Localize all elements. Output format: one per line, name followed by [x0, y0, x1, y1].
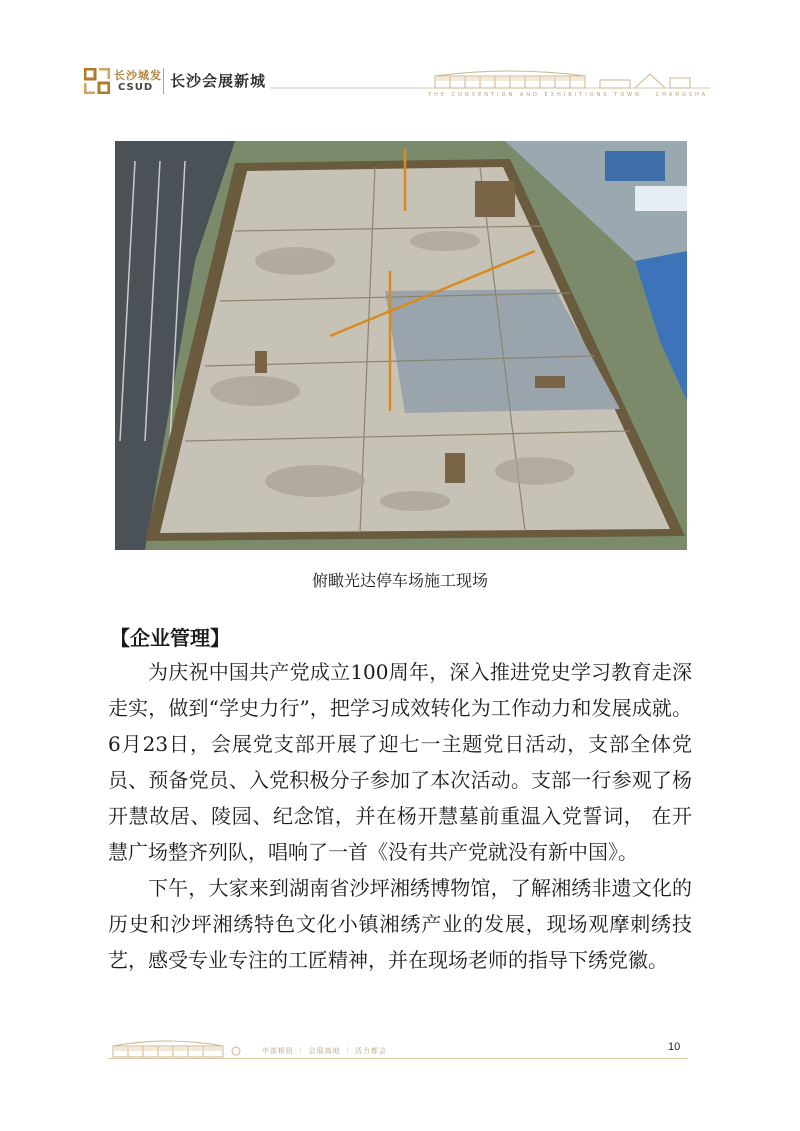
logo-divider [163, 68, 164, 94]
section-heading: 【企业管理】 [110, 626, 230, 650]
construction-site-photo [115, 141, 687, 550]
footer-skyline-decoration [108, 1036, 248, 1058]
photo-caption: 俯瞰光达停车场施工现场 [311, 571, 488, 590]
page-number: 10 [668, 1041, 681, 1053]
footer-rule [108, 1058, 688, 1059]
logo-english-text: CSUD [118, 82, 154, 93]
header-tagline: THE CONVENTION AND EXHIBITIONS TOWN · CHANGSHA [428, 92, 709, 98]
page-header [0, 0, 800, 110]
csud-logo-icon [84, 68, 110, 94]
footer-slogan: 中部枢纽 ｜ 会展高地 ｜ 活力都会 [262, 1047, 387, 1055]
article-body [108, 654, 692, 978]
brand-title: 长沙会展新城 [170, 72, 267, 90]
logo-chinese-text: 长沙城发 [114, 69, 162, 82]
paragraph: 为庆祝中国共产党成立100周年，深入推进党史学习教育走深走实，做到“学史力行”，把学习成效转化为工作动力和发展成就。6月23日，会展党支部开展了迎七一主题党日活动，支部全体党员、预备党员、入党积极分子参加了本次活动。支部一行参观了杨开慧故居、陵园、纪念馆，并在杨开慧墓前重温入党誓词， 在开慧广场整齐列队，唱响了一首《没有共产党就没有新中国》。 [108, 660, 692, 864]
paragraph: 下午，大家来到湖南省沙坪湘绣博物馆，了解湘绣非遗文化的历史和沙坪湘绣特色文化小镇湘绣产业的发展，现场观摩刺绣技艺，感受专业专注的工匠精神，并在现场老师的指导下绣党徽。 [108, 876, 692, 972]
